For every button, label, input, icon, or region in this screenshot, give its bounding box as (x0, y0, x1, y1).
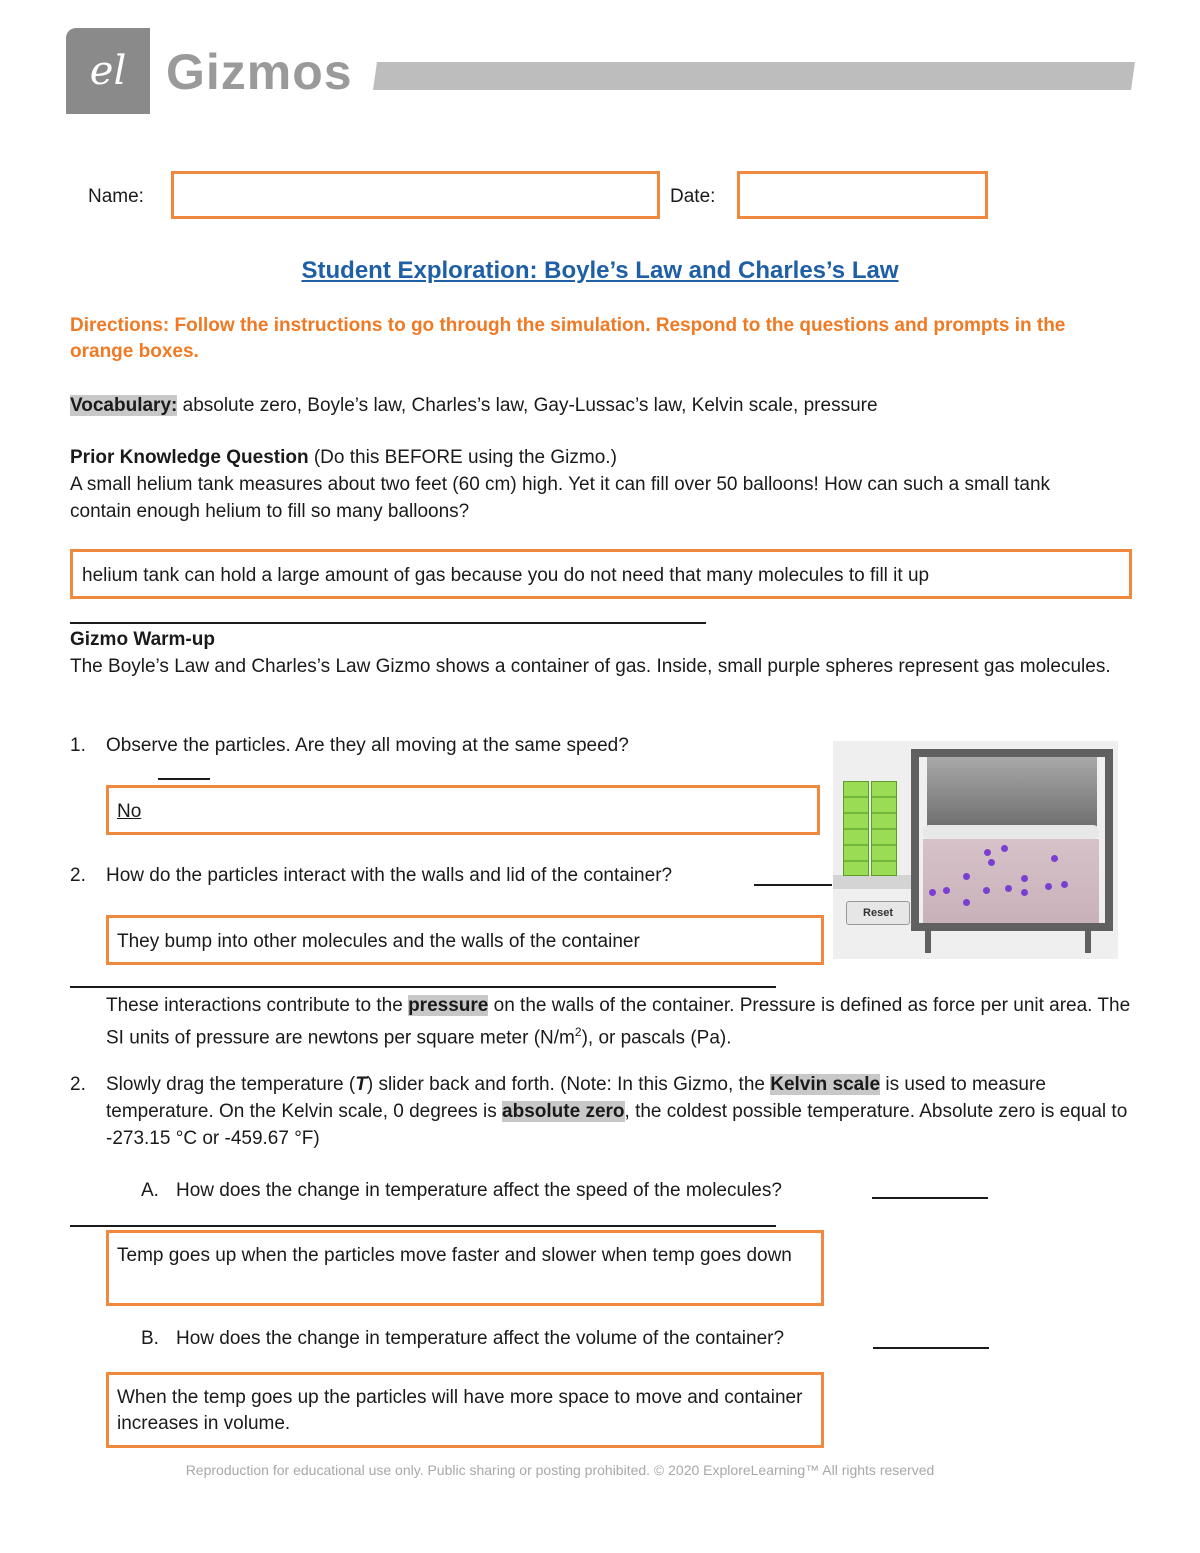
answer-underline (872, 1197, 988, 1199)
weight-block-stack (871, 781, 897, 876)
pressure-paragraph (106, 992, 1136, 1051)
question-3-number: 2. (70, 1074, 86, 1095)
gas-molecule (1021, 875, 1028, 882)
gas-molecule (1001, 845, 1008, 852)
gas-molecule (984, 849, 991, 856)
question-1-text: Observe the particles. Are they all moving at the same speed? (106, 735, 629, 756)
page-title: Student Exploration: Boyle’s Law and Charles’s Law (301, 257, 899, 284)
gizmo-container-illustration (833, 741, 1118, 959)
temperature-text-2: ) slider back and forth. (Note: In this Gizmo, the (366, 1074, 771, 1095)
question-1-answer-box[interactable] (106, 785, 820, 835)
shelf (833, 875, 911, 889)
absolute-zero-term: absolute zero (502, 1101, 625, 1122)
container-top (911, 749, 1113, 757)
prior-knowledge-heading: Prior Knowledge Question (70, 447, 309, 468)
question-1-answer: No (117, 801, 142, 822)
gas-molecule (1061, 881, 1068, 888)
date-label: Date: (670, 186, 716, 207)
vocabulary-label: Vocabulary: (70, 395, 178, 416)
gas-molecule (943, 887, 950, 894)
gas-molecule (1045, 883, 1052, 890)
pressure-text-post: on the walls of the container. Pressure is defined as force per unit area. The SI units of pressure are newtons per square meter (N/m (106, 995, 1131, 1049)
temperature-text-4: , the coldest possible temperature. Absolute zero is equal to -273.15 °C or -459.67 °F) (106, 1101, 1128, 1149)
warmup-intro: The Boyle’s Law and Charles’s Law Gizmo shows a container of gas. Inside, small purple spheres represent gas molecules. (70, 656, 1111, 677)
question-b-answer-box[interactable] (106, 1372, 824, 1448)
container-leg (925, 931, 931, 953)
kelvin-scale-term: Kelvin scale (770, 1074, 881, 1095)
name-field[interactable] (171, 171, 660, 219)
brand-name: Gizmos (166, 44, 353, 100)
question-2-text: How do the particles interact with the walls and lid of the container? (106, 865, 673, 886)
pressure-term: pressure (408, 995, 489, 1016)
prior-knowledge-note: (Do this BEFORE using the Gizmo.) (308, 447, 617, 468)
gas-molecule (983, 887, 990, 894)
container-bottom (911, 923, 1113, 931)
question-a-letter: A. (141, 1180, 159, 1201)
question-a-answer: Temp goes up when the particles move faster and slower when temp goes down (117, 1245, 792, 1266)
question-a-text: How does the change in temperature affect the speed of the molecules? (176, 1180, 782, 1201)
header-bar (373, 62, 1135, 90)
question-2-number: 2. (70, 865, 86, 886)
vocabulary-terms: absolute zero, Boyle’s law, Charles’s law, Gay-Lussac’s law, Kelvin scale, pressure (177, 395, 878, 416)
pressure-text-end: ), or pascals (Pa). (581, 1027, 732, 1049)
divider-line (70, 1225, 776, 1227)
pressure-superscript: 2 (574, 1025, 582, 1039)
warmup-heading: Gizmo Warm-up (70, 629, 215, 650)
footer-copyright: Reproduction for educational use only. Public sharing or posting prohibited. © 2020 ExploreLearning™ All rights reserved (185, 1462, 935, 1478)
divider-line (70, 622, 706, 624)
temperature-variable: T (355, 1074, 367, 1095)
question-b-letter: B. (141, 1328, 159, 1349)
question-b-answer: When the temp goes up the particles will have more space to move and container increases in volume. (117, 1387, 803, 1434)
name-label: Name: (88, 186, 144, 207)
prior-knowledge-answer-box[interactable] (70, 549, 1132, 599)
prior-knowledge-heading-line (70, 444, 617, 471)
prior-knowledge-question: A small helium tank measures about two feet (60 cm) high. Yet it can fill over 50 balloons! How can such a small tank contain enough helium to fill so many balloons? (70, 474, 1051, 522)
container-lid (927, 757, 1097, 827)
weight-block-stack (843, 781, 869, 876)
container-wall (1105, 749, 1113, 929)
question-1-number: 1. (70, 735, 86, 756)
gas-chamber (923, 839, 1099, 923)
temperature-text-3: is used to measure temperature. On the Kelvin scale, 0 degrees is (106, 1074, 1046, 1122)
explorelearning-logo-icon: el (89, 48, 127, 94)
gas-molecule (1021, 889, 1028, 896)
date-field[interactable] (737, 171, 988, 219)
vocabulary-line (70, 392, 878, 419)
gas-molecule (1005, 885, 1012, 892)
divider-line (70, 986, 776, 988)
directions-text: Directions: Follow the instructions to go through the simulation. Respond to the questions and prompts in the orange boxes. (70, 315, 1066, 362)
gas-molecule (963, 873, 970, 880)
question-a-answer-box[interactable] (106, 1230, 824, 1306)
gas-molecule (1051, 855, 1058, 862)
reset-button[interactable]: Reset (846, 901, 910, 925)
container-wall (911, 749, 919, 929)
question-2-answer: They bump into other molecules and the walls of the container (117, 931, 640, 952)
question-b-text: How does the change in temperature affect the volume of the container? (176, 1328, 785, 1349)
answer-underline (754, 884, 832, 886)
gas-molecule (963, 899, 970, 906)
pressure-text-pre: These interactions contribute to the (106, 995, 409, 1016)
answer-underline (873, 1347, 989, 1349)
temperature-text-1: Slowly drag the temperature ( (106, 1074, 356, 1095)
gas-molecule (929, 889, 936, 896)
question-2-answer-box[interactable] (106, 915, 824, 965)
lid-plate (923, 825, 1099, 839)
prior-knowledge-answer: helium tank can hold a large amount of gas because you do not need that many molecules to fill it up (82, 565, 930, 586)
container-leg (1085, 931, 1091, 953)
temperature-paragraph (106, 1071, 1136, 1152)
answer-underline (158, 778, 210, 780)
gas-molecule (988, 859, 995, 866)
